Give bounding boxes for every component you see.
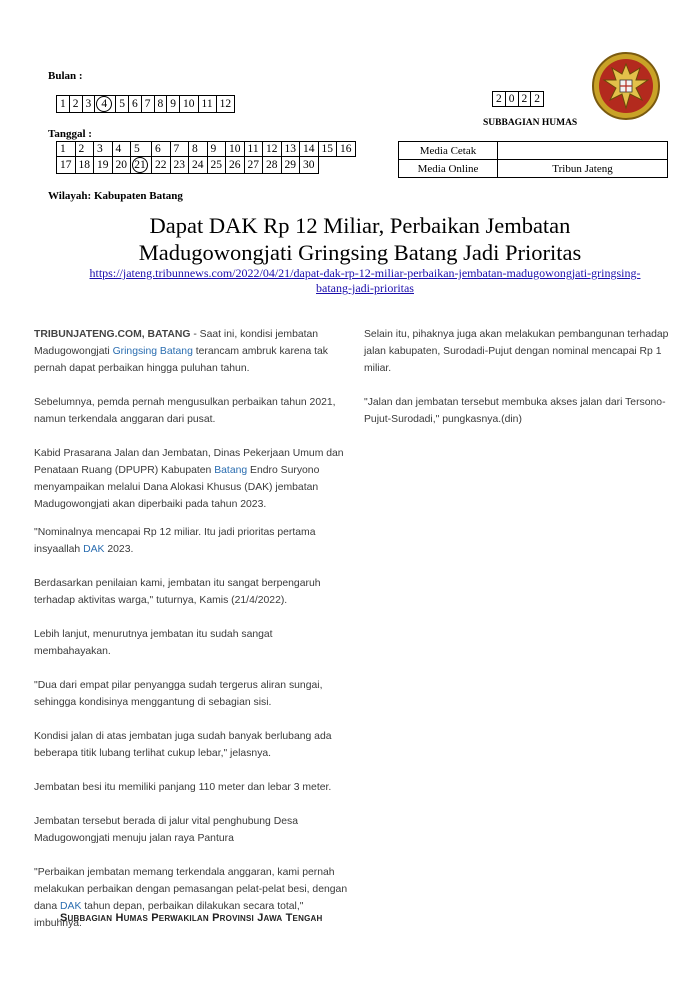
day-cell: 18 [75, 157, 94, 174]
day-cell: 20 [112, 157, 131, 174]
day-cell: 19 [94, 157, 113, 174]
year-digit-cell: 2 [493, 92, 506, 107]
month-cell: 6 [129, 96, 142, 113]
p1-text-b: terancam ambruk karena tak pernah dapat perbaikan hingga puluhan tahun. [34, 346, 328, 374]
month-cell: 12 [216, 96, 235, 113]
p11-text-a: "Perbaikan jembatan memang terkendala anggaran, kami pernah melakukan perbaikan dengan pemasangan pelat-pelat besi, dengan dana [34, 867, 348, 912]
month-cell: 9 [167, 96, 180, 113]
empty-day-cell [337, 157, 356, 174]
title-line-2: Madugowongjati Gringsing Batang Jadi Prioritas [138, 240, 582, 265]
month-cell: 8 [154, 96, 167, 113]
p3-text-b: Endro Suryono menyampaikan melalui Dana Alokasi Khusus (DAK) jembatan Madugowongjati akan diperbaiki pada tahun 2023. [34, 465, 320, 510]
day-cell: 26 [226, 157, 245, 174]
paragraph-3 [34, 445, 352, 513]
article-url[interactable] [50, 266, 680, 296]
day-cell: 12 [263, 142, 282, 157]
day-cell: 11 [244, 142, 263, 157]
day-cell: 30 [300, 157, 319, 174]
paragraph-13: "Jalan dan jembatan tersebut membuka akses jalan dari Tersono-Pujut-Surodadi," pungkasnya.(din) [364, 397, 666, 425]
month-cell: 10 [180, 96, 199, 113]
day-cell: 25 [207, 157, 226, 174]
day-cell: 7 [170, 142, 189, 157]
year-digit-cell: 2 [518, 92, 531, 107]
paragraph-9: Jembatan besi itu memiliki panjang 110 meter dan lebar 3 meter. [34, 782, 332, 793]
day-cell: 28 [263, 157, 282, 174]
month-cell: 1 [57, 96, 70, 113]
p4-text-a: "Nominalnya mencapai Rp 12 miliar. Itu jadi prioritas pertama insyaallah [34, 527, 316, 555]
dak-link-2[interactable]: DAK [60, 901, 82, 912]
wilayah-label: Wilayah: Kabupaten Batang [48, 190, 183, 202]
paragraph-10: Jembatan tersebut berada di jalur vital penghubung Desa Madugowongjati menuju jalan raya Pantura [34, 816, 298, 844]
title-line-1: Dapat DAK Rp 12 Miliar, Perbaikan Jembatan [149, 213, 571, 238]
month-cell: 5 [116, 96, 129, 113]
paragraph-2: Sebelumnya, pemda pernah mengusulkan perbaikan tahun 2021, namun terkendala anggaran dari pusat. [34, 397, 336, 425]
month-grid [56, 95, 235, 113]
day-cell: 3 [94, 142, 113, 157]
article-title [60, 212, 660, 266]
footer-label: Subbagian Humas Perwakilan Provinsi Jawa Tengah [60, 912, 323, 924]
day-cell: 6 [152, 142, 171, 157]
dak-link-1[interactable]: DAK [83, 544, 105, 555]
day-cell: 16 [337, 142, 356, 157]
media-online-label: Media Online [399, 160, 498, 178]
day-cell: 5 [131, 142, 152, 157]
day-cell: 23 [170, 157, 189, 174]
day-cell: 17 [57, 157, 76, 174]
day-cell: 15 [318, 142, 337, 157]
p1-text-a: - Saat ini, kondisi jembatan Madugowongjati [34, 329, 319, 357]
source-label: TRIBUNJATENG.COM, BATANG [34, 329, 191, 340]
paragraph-6: Lebih lanjut, menurutnya jembatan itu sudah sangat membahayakan. [34, 629, 273, 657]
p4-text-b: 2023. [104, 544, 134, 555]
article-left-column [34, 326, 352, 949]
garuda-emblem-icon [590, 50, 662, 122]
day-cell: 22 [152, 157, 171, 174]
paragraph-4 [34, 524, 352, 558]
day-cell: 24 [189, 157, 208, 174]
p11-text-b: tahun depan, perbaikan dilakukan secara total," imbuhnya. [34, 901, 304, 929]
p3-text-a: Kabid Prasarana Jalan dan Jembatan, Dinas Pekerjaan Umum dan Penataan Ruang (DPUPR) Kabupaten [34, 448, 344, 476]
day-cell: 4 [112, 142, 131, 157]
day-cell: 13 [281, 142, 300, 157]
day-cell: 2 [75, 142, 94, 157]
dept-label: SUBBAGIAN HUMAS [483, 118, 578, 128]
media-cetak-value [498, 142, 668, 160]
day-cell: 29 [281, 157, 300, 174]
month-cell: 11 [198, 96, 216, 113]
day-cell: 1 [57, 142, 76, 157]
paragraph-5: Berdasarkan penilaian kami, jembatan itu sangat berpengaruh terhadap aktivitas warga," tuturnya, Kamis (21/4/2022). [34, 578, 321, 606]
media-cetak-label: Media Cetak [399, 142, 498, 160]
paragraph-1 [34, 326, 352, 377]
media-table [398, 141, 668, 178]
paragraph-8: Kondisi jalan di atas jembatan juga sudah banyak berlubang ada beberapa titik lubang terlihat cukup lebar," jelasnya. [34, 731, 332, 759]
year-digit-cell: 0 [505, 92, 518, 107]
bulan-label: Bulan : [48, 70, 83, 82]
media-online-value: Tribun Jateng [498, 160, 668, 178]
month-cell: 2 [69, 96, 82, 113]
paragraph-7: "Dua dari empat pilar penyangga sudah tergerus aliran sungai, sehingga kondisinya menggantung di sebagian sisi. [34, 680, 323, 708]
url-line-2[interactable]: batang-jadi-prioritas [316, 281, 414, 295]
month-cell: 4 [95, 96, 116, 113]
day-grid [56, 141, 356, 174]
tanggal-label: Tanggal : [48, 128, 92, 140]
url-line-1[interactable]: https://jateng.tribunnews.com/2022/04/21/dapat-dak-rp-12-miliar-perbaikan-jembatan-madugowongjati-gringsing- [89, 266, 641, 280]
day-cell: 9 [207, 142, 226, 157]
day-cell: 27 [244, 157, 263, 174]
paragraph-12: Selain itu, pihaknya juga akan melakukan pembangunan terhadap jalan kabupaten, Surodadi-Pujut dengan nominal mencapai Rp 1 miliar. [364, 329, 669, 374]
day-cell: 14 [300, 142, 319, 157]
day-cell: 8 [189, 142, 208, 157]
day-cell: 21 [131, 157, 152, 174]
month-cell: 7 [141, 96, 154, 113]
day-cell: 10 [226, 142, 245, 157]
month-cell: 3 [82, 96, 95, 113]
year-digit-cell: 2 [531, 92, 544, 107]
empty-day-cell [318, 157, 337, 174]
article-right-column [364, 326, 674, 445]
batang-link[interactable]: Batang [214, 465, 248, 476]
gringsing-batang-link[interactable]: Gringsing Batang [112, 346, 193, 357]
year-grid [492, 91, 544, 107]
